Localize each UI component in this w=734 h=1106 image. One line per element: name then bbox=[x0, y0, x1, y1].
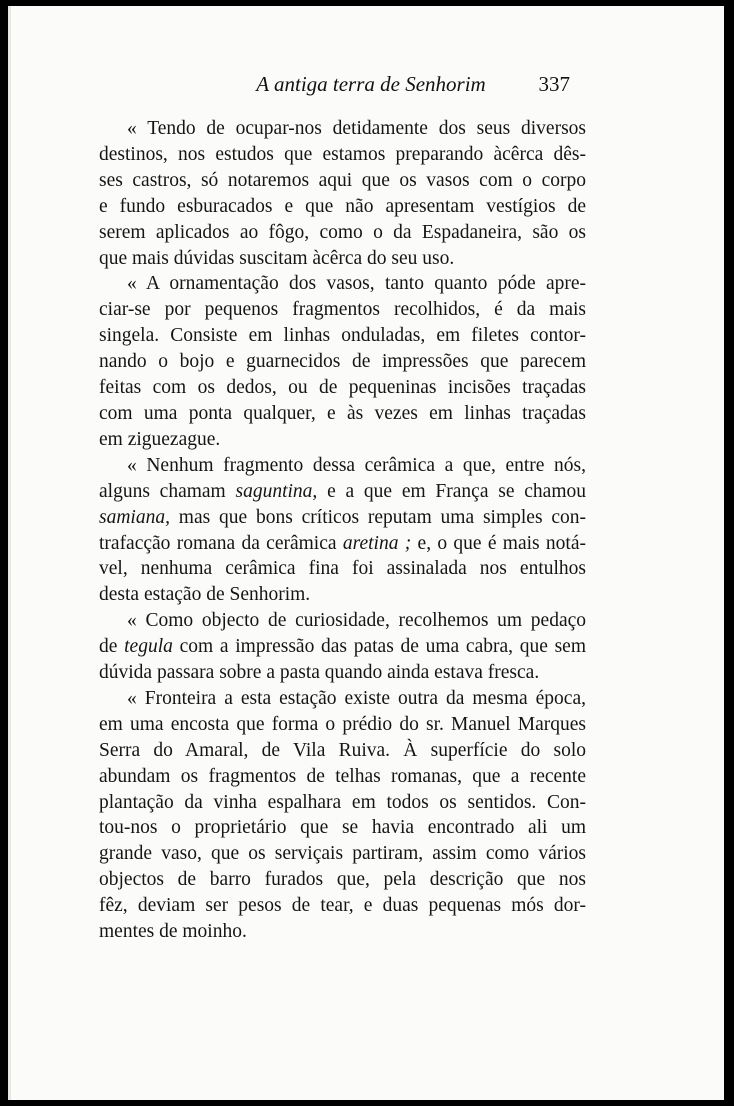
book-page bbox=[8, 6, 724, 1100]
text-line: trafacção romana da cerâmica aretina ; e, o que é mais notá- bbox=[99, 532, 586, 554]
page-number: 337 bbox=[538, 72, 570, 96]
text-line: « Fronteira a esta estação existe outra da mesma época, bbox=[127, 687, 586, 709]
text-line: serem aplicados ao fôgo, como o da Espadaneira, são os bbox=[99, 221, 586, 243]
italic-term: aretina ; bbox=[342, 532, 412, 554]
text-line: desta estação de Senhorim. bbox=[99, 584, 311, 606]
text-line: ciar-se por pequenos fragmentos recolhidos, é da mais bbox=[99, 299, 586, 321]
text-line: tou-nos o proprietário que se havia encontrado ali um bbox=[99, 817, 586, 839]
italic-term: tegula bbox=[124, 636, 173, 658]
text-line: em uma encosta que forma o prédio do sr. Manuel Marques bbox=[99, 713, 586, 735]
text-line: vel, nenhuma cerâmica fina foi assinalada nos entulhos bbox=[99, 558, 586, 580]
text-line: fêz, deviam ser pesos de tear, e duas pequenas mós dor- bbox=[99, 895, 586, 917]
running-title: A antiga terra de Senhorim bbox=[256, 72, 486, 96]
text-line: ses castros, só notaremos aqui que os vasos com o corpo bbox=[99, 169, 586, 191]
text-line: grande vaso, que os serviçais partiram, assim como vários bbox=[99, 843, 586, 865]
text-line: « Nenhum fragmento dessa cerâmica a que, entre nós, bbox=[127, 454, 586, 476]
italic-term: saguntina, bbox=[235, 480, 318, 502]
text-line: alguns chamam saguntina, e a que em França se chamou bbox=[99, 480, 586, 502]
text-line: nando o bojo e guarnecidos de impressões que parecem bbox=[99, 351, 586, 373]
text-line: destinos, nos estudos que estamos preparando àcêrca dês- bbox=[99, 143, 586, 165]
text-line: abundam os fragmentos de telhas romanas, que a recente bbox=[99, 765, 586, 787]
text-line: Serra do Amaral, de Vila Ruiva. À superfície do solo bbox=[99, 739, 586, 761]
text-line: « Como objecto de curiosidade, recolhemos um pedaço bbox=[127, 610, 586, 632]
body-text bbox=[99, 116, 586, 945]
text-line: singela. Consiste em linhas onduladas, em filetes contor- bbox=[99, 325, 586, 347]
text-line: de tegula com a impressão das patas de uma cabra, que sem bbox=[99, 636, 587, 658]
text-line: « A ornamentação dos vasos, tanto quanto póde apre- bbox=[127, 273, 586, 295]
text-line: dúvida passara sobre a pasta quando ainda estava fresca. bbox=[99, 662, 540, 684]
text-line: plantação da vinha espalhara em todos os sentidos. Con- bbox=[99, 791, 586, 813]
text-line: feitas com os dedos, ou de pequeninas incisões traçadas bbox=[99, 377, 586, 399]
text-line: em ziguezague. bbox=[99, 428, 221, 450]
text-line: samiana, mas que bons críticos reputam uma simples con- bbox=[99, 506, 586, 528]
text-line: objectos de barro furados que, pela descrição que nos bbox=[99, 869, 586, 891]
text-line: mentes de moinho. bbox=[99, 921, 247, 943]
italic-term: samiana, bbox=[99, 506, 170, 528]
text-line: « Tendo de ocupar-nos detidamente dos seus diversos bbox=[127, 118, 586, 139]
text-line: e fundo esburacados e que não apresentam vestígios de bbox=[99, 195, 586, 217]
text-line: com uma ponta qualquer, e às vezes em linhas traçadas bbox=[99, 402, 586, 424]
text-line: que mais dúvidas suscitam àcêrca do seu uso. bbox=[99, 247, 455, 269]
page-edge bbox=[8, 6, 11, 1100]
